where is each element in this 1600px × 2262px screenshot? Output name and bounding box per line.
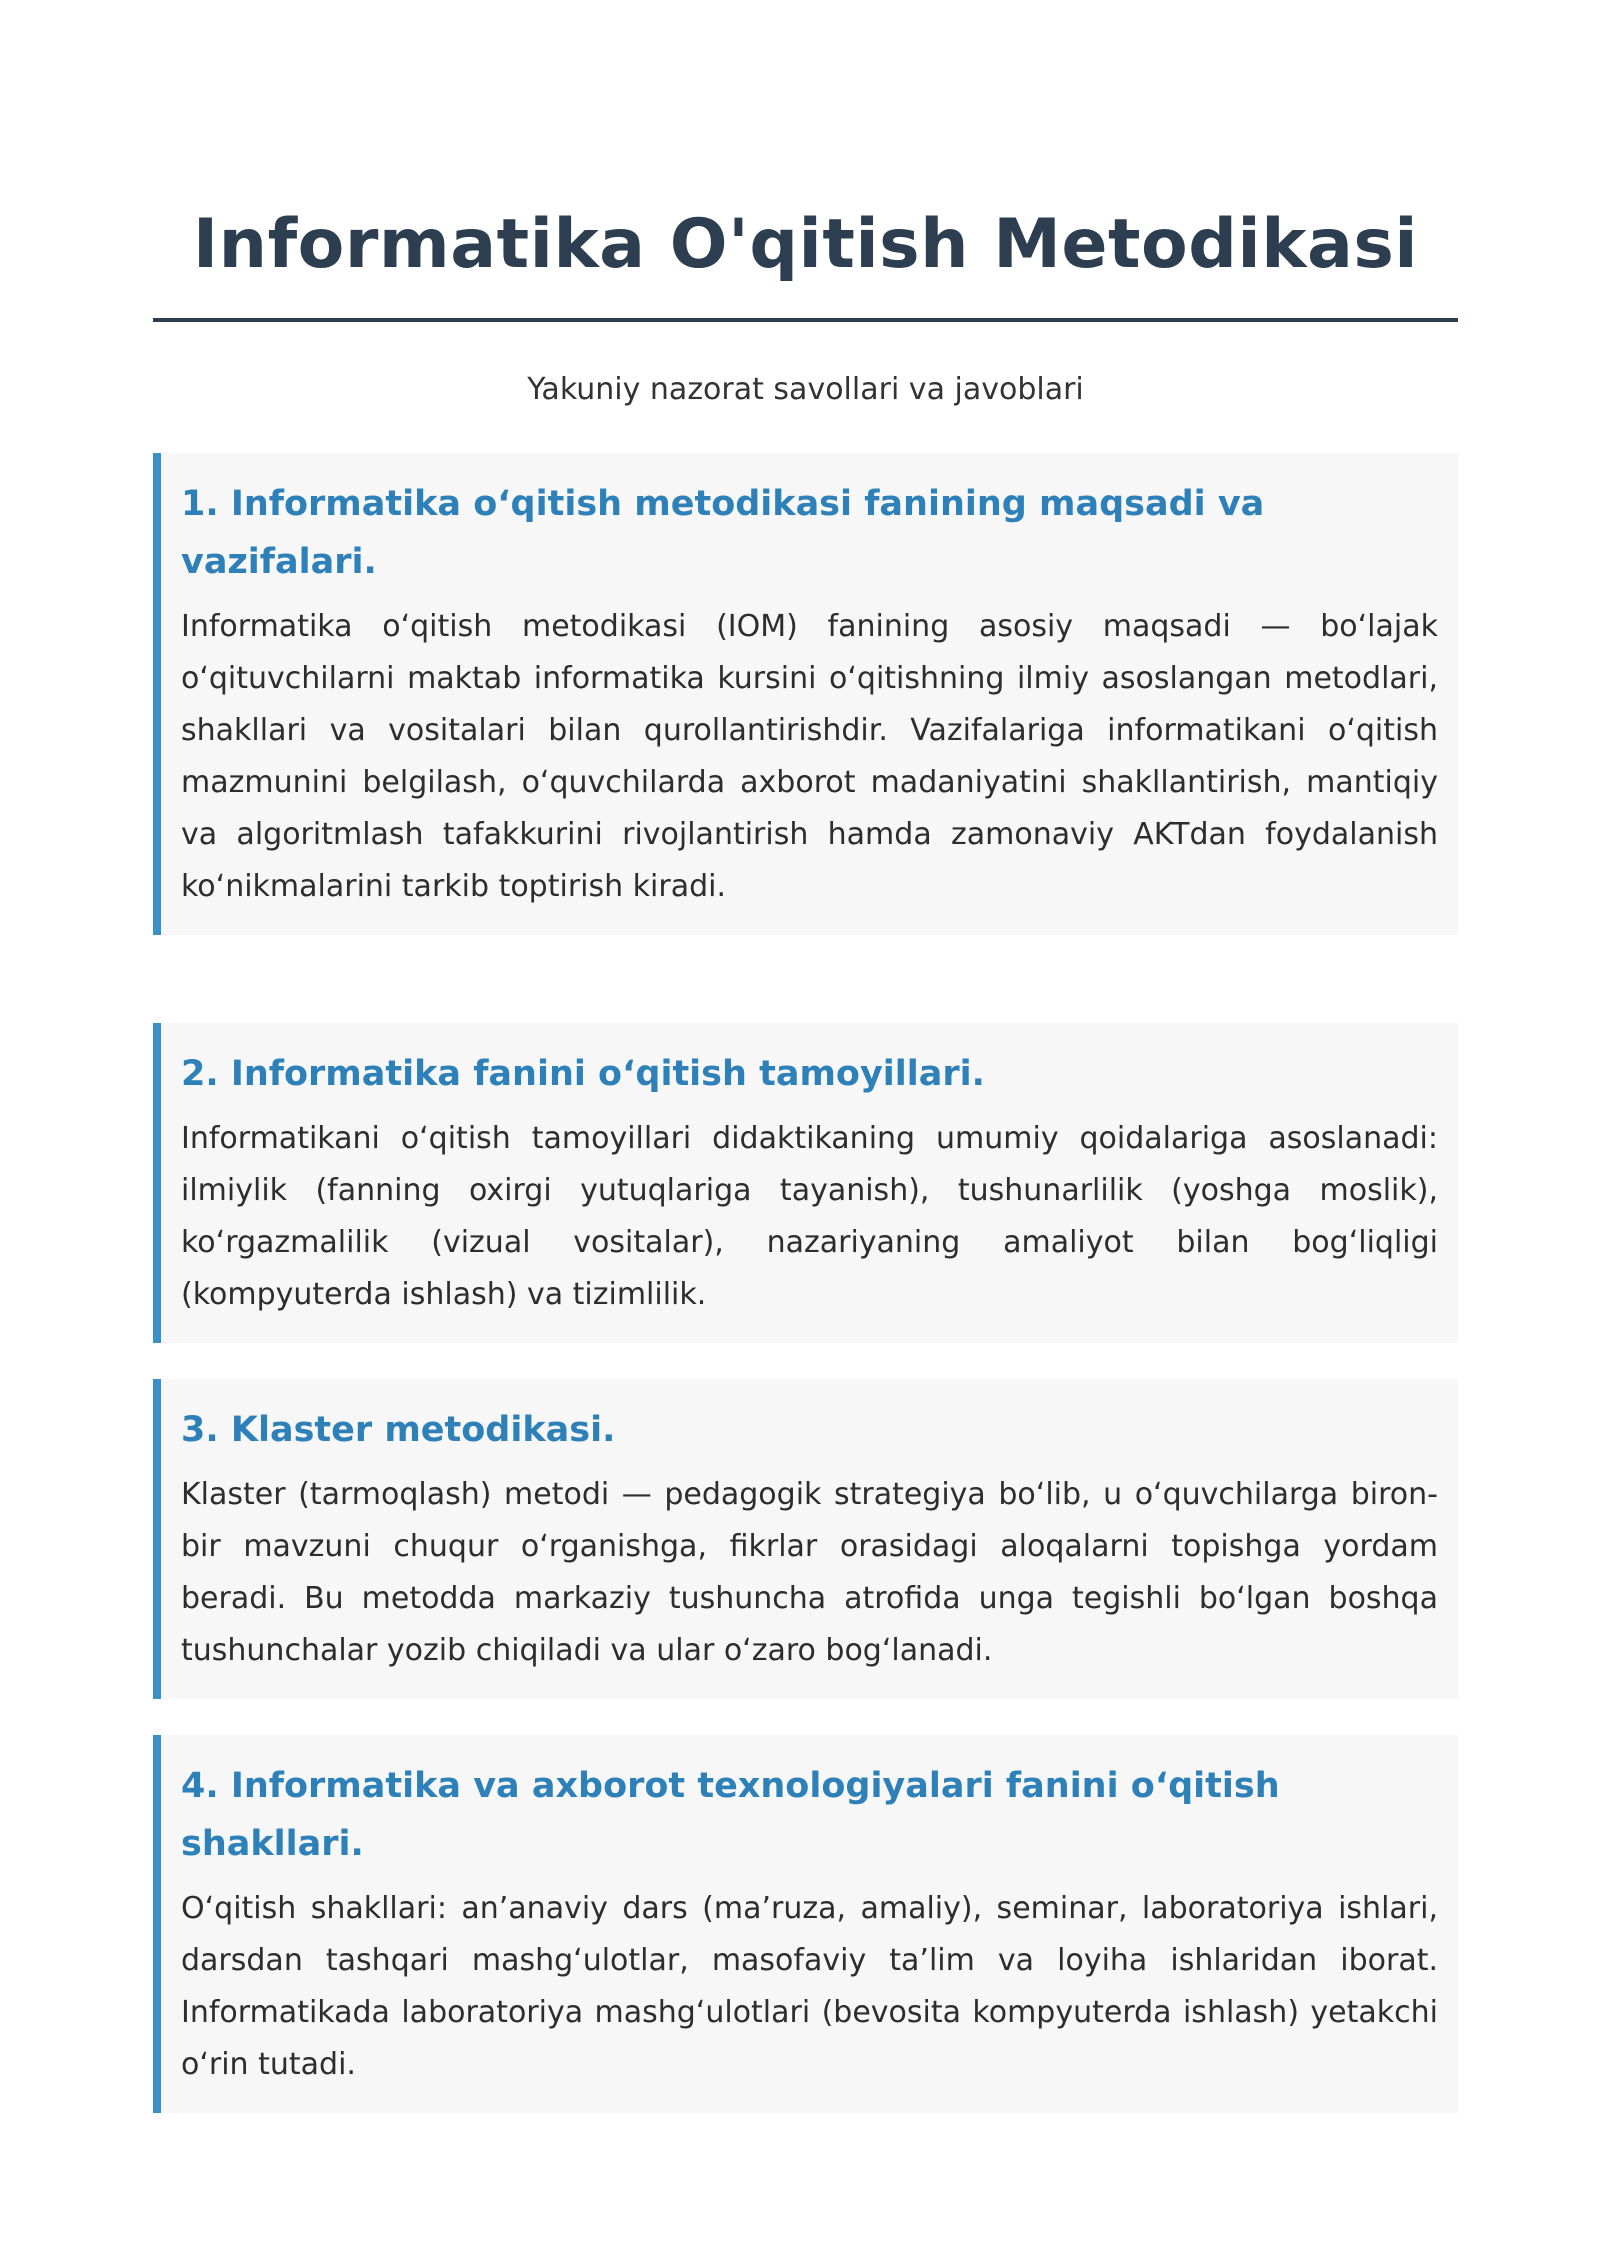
question-title: 1. Informatika oʻqitish metodikasi fanining maqsadi va vazifalari. [181, 484, 1265, 582]
page-subtitle: Yakuniy nazorat savollari va javoblari [527, 372, 1084, 407]
question-answer: Informatikani oʻqitish tamoyillari didaktikaning umumiy qoidalariga asoslanadi: ilmiylik (fanning oxirgi yutuqlariga tayanish), tushunarlilik (yoshga moslik), koʻrgazmalilik (vizual vositalar), nazariyaning amaliyot bilan bogʻliqligi (kompyuterda ishlash) va tizimlilik. [181, 1121, 1438, 1312]
question-title: 3. Klaster metodikasi. [181, 1410, 616, 1450]
question-card-3 [153, 1379, 1458, 1699]
page-title: Informatika O'qitish Metodikasi [192, 205, 1419, 284]
question-answer: Informatika oʻqitish metodikasi (IOM) fanining asosiy maqsadi — boʻlajak oʻqituvchilarni maktab informatika kursini oʻqitishning ilmiy asoslangan metodlari, shakllari va vositalari bilan qurollantirishdir. Vazifalariga informatikani oʻqitish mazmunini belgilash, oʻquvchilarda axborot madaniyatini shakllantirish, mantiqiy va algoritmlash tafakkurini rivojlantirish hamda zamonaviy AKTdan foydalanish koʻnikmalarini tarkib toptirish kiradi. [181, 609, 1438, 904]
question-card-2 [153, 1023, 1458, 1343]
title-divider [153, 318, 1458, 322]
document-header [153, 200, 1458, 410]
question-answer: Klaster (tarmoqlash) metodi — pedagogik strategiya boʻlib, u oʻquvchilarga biron-bir mavzuni chuqur oʻrganishga, fikrlar orasidagi aloqalarni topishga yordam beradi. Bu metodda markaziy tushuncha atrofida unga tegishli boʻlgan boshqa tushunchalar yozib chiqiladi va ular oʻzaro bogʻlanadi. [181, 1477, 1438, 1668]
question-title: 4. Informatika va axborot texnologiyalari fanini oʻqitish shakllari. [181, 1766, 1280, 1864]
question-card-1 [153, 453, 1458, 935]
question-answer: Oʻqitish shakllari: anʼanaviy dars (maʼruza, amaliy), seminar, laboratoriya ishlari, darsdan tashqari mashgʻulotlar, masofaviy taʼlim va loyiha ishlaridan iborat. Informatikada laboratoriya mashgʻulotlari (bevosita kompyuterda ishlash) yetakchi oʻrin tutadi. [181, 1891, 1438, 2082]
question-title: 2. Informatika fanini oʻqitish tamoyillari. [181, 1054, 985, 1094]
question-card-4 [153, 1735, 1458, 2113]
